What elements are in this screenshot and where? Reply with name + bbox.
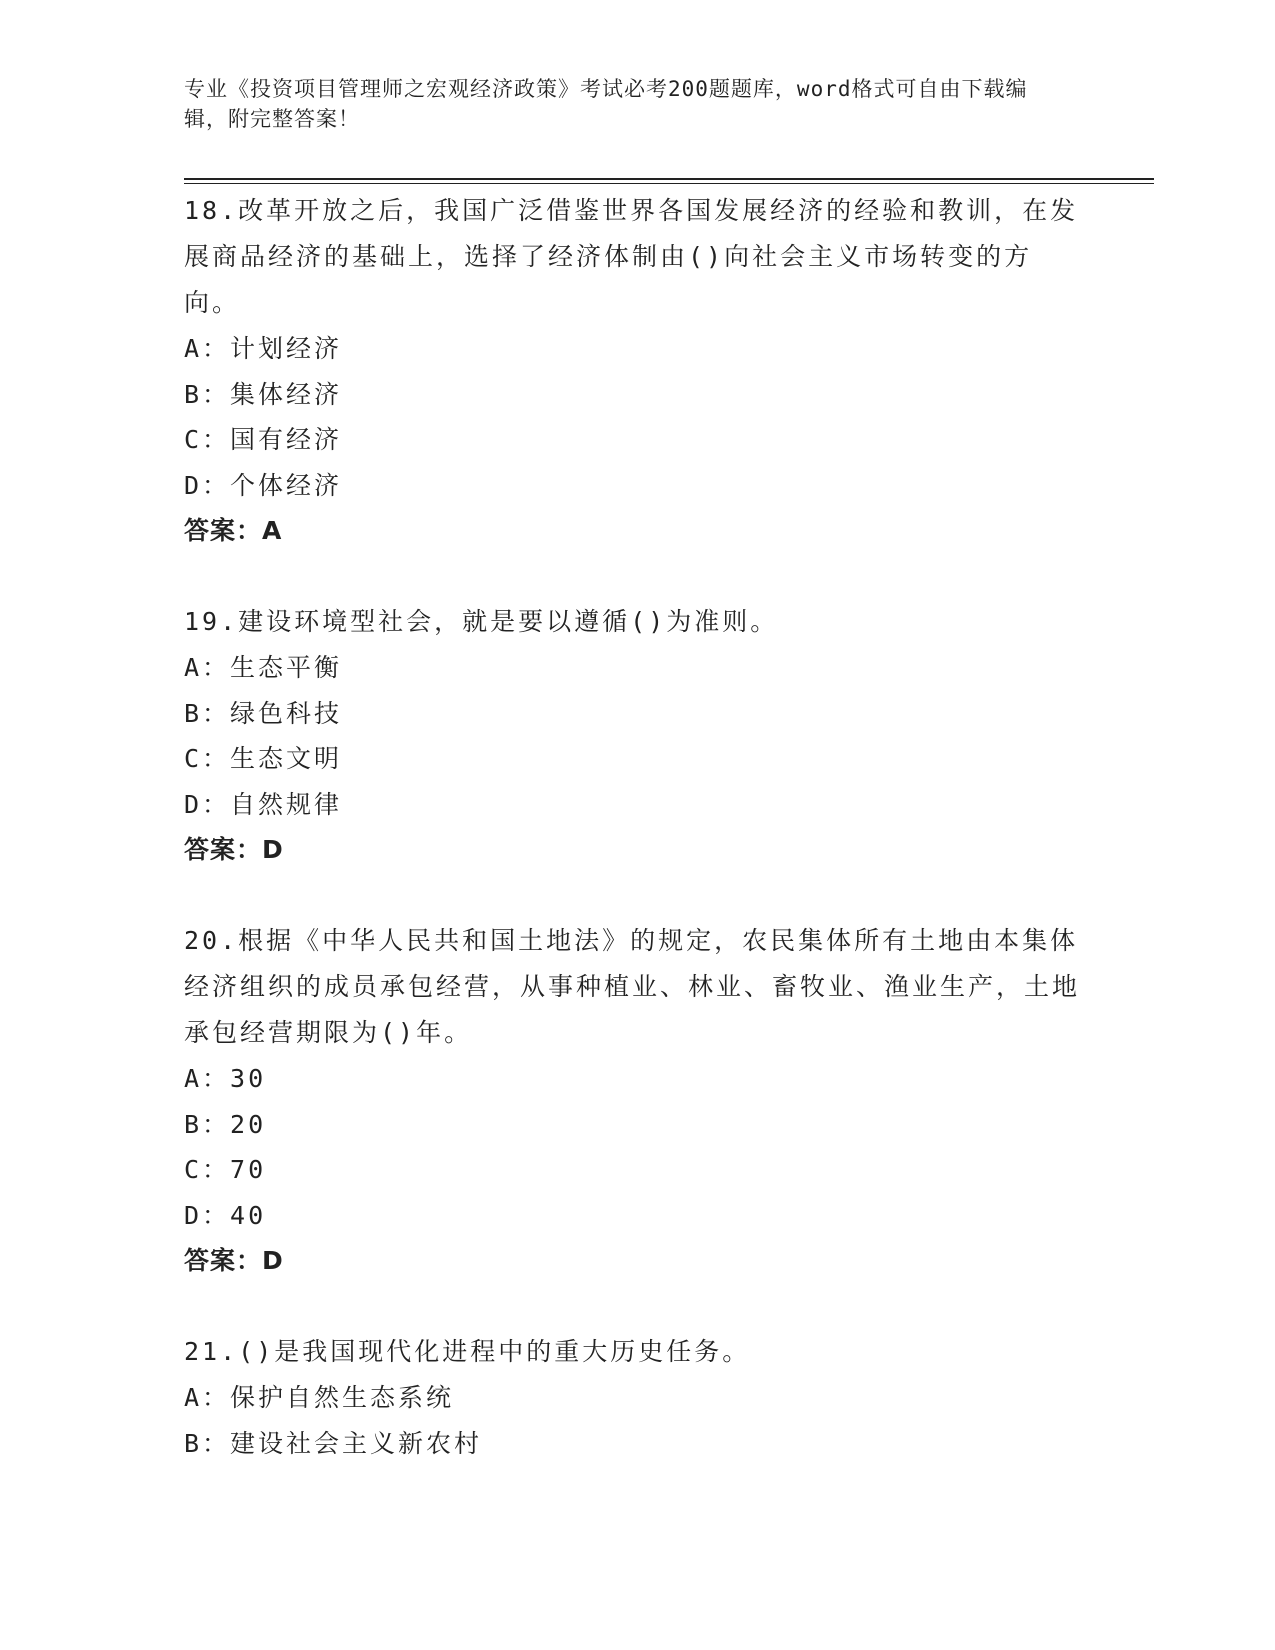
option-a: A：生态平衡	[184, 653, 343, 682]
answer-label: 答案：D	[184, 1246, 284, 1275]
option-b: B：20	[184, 1109, 267, 1139]
option-c: C：国有经济	[184, 425, 343, 454]
header-rule-thin	[184, 183, 1154, 184]
option-a: A：保护自然生态系统	[184, 1383, 455, 1412]
option-d: D：自然规律	[184, 789, 343, 819]
option-d: D：40	[184, 1200, 267, 1230]
option-b: B：绿色科技	[184, 698, 343, 728]
question-stem: 19.建设环境型社会，就是要以遵循()为准则。	[184, 607, 779, 636]
question-list	[184, 188, 1084, 1511]
answer-label: 答案：A	[184, 516, 283, 545]
question-stem: 18.改革开放之后，我国广泛借鉴世界各国发展经济的经验和教训，在发展商品经济的基础上，选择了经济体制由()向社会主义市场转变的方向。	[184, 196, 1079, 317]
question-21	[184, 1329, 1084, 1466]
answer-label: 答案：D	[184, 835, 284, 864]
option-c: C：生态文明	[184, 744, 343, 773]
document-header: 专业《投资项目管理师之宏观经济政策》考试必考200题题库，word格式可自由下载编辑，附完整答案！	[184, 77, 1028, 131]
question-20	[184, 918, 1084, 1284]
question-19	[184, 599, 1084, 873]
option-b: B：建设社会主义新农村	[184, 1428, 483, 1458]
option-a: A：30	[184, 1064, 267, 1093]
option-c: C：70	[184, 1155, 267, 1184]
option-d: D：个体经济	[184, 470, 343, 500]
question-stem: 20.根据《中华人民共和国土地法》的规定，农民集体所有土地由本集体经济组织的成员承包经营，从事种植业、林业、畜牧业、渔业生产，土地承包经营期限为()年。	[184, 926, 1081, 1047]
option-b: B：集体经济	[184, 379, 343, 409]
question-stem: 21.()是我国现代化进程中的重大历史任务。	[184, 1337, 751, 1366]
header-rule	[184, 178, 1154, 180]
option-a: A：计划经济	[184, 334, 343, 363]
question-18	[184, 188, 1084, 554]
